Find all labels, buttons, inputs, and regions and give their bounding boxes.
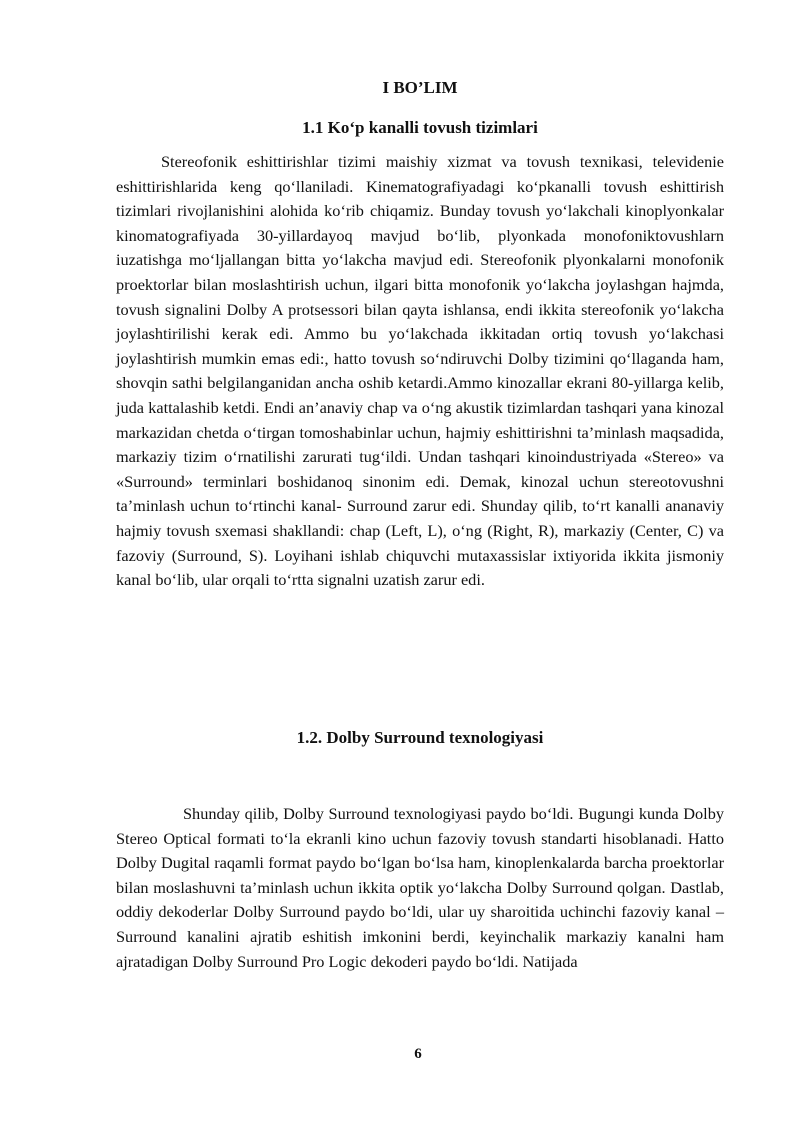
page-number: 6 [414, 1046, 422, 1062]
section-1-1-paragraph: Stereofonik eshittirishlar tizimi maishiy xizmat va tovush texnikasi, televidenie eshittirishlarida keng qo‘llaniladi. Kinematografiyadagi ko‘pkanalli tovush eshittirish tizimlari rivojlanishini alohida ko‘rib chiqamiz. Bunday tovush yo‘lakchali kinoplyonkalar kinomatografiyada 30-yillardayoq mavjud bo‘lib, plyonkada monofoniktovushlarn iuzatishga mo‘ljallangan bitta yo‘lakcha mavjud edi. Stereofonik plyonkalarni monofonik proektorlar bilan moslashtirish uchun, ilgari bitta monofonik yo‘lakcha joylashgan hajmda, tovush signalini Dolby A protsessori bilan qayta ishlansa, endi ikkita stereofonik yo‘lakcha joylashtirilishi kerak edi. Ammo bu yo‘lakchada ikkitadan ortiq tovush yo‘lakchasi joylashtirish mumkin emas edi:, hatto tovush so‘ndiruvchi Dolby tizimini qo‘llaganda ham, shovqin sathi belgilanganidan ancha oshib ketardi.Ammo kinozallar ekrani 80-yillarga kelib, juda kattalashib ketdi. Endi an’anaviy chap va o‘ng akustik tizimlardan tashqari yana kinozal markazidan chetda o‘tirgan tomoshabinlar uchun, hajmiy eshittirishni ta’minlash maqsadida, markaziy tizim o‘rnatilishi zarurati tug‘ildi. Undan tashqari kinoindustriyada «Stereo» va «Surround» terminlari boshidanoq sinonim edi. Demak, kinozal uchun stereotovushni ta’minlash uchun to‘rtinchi kanal- Surround zarur edi. Shunday qilib, to‘rt kanalli ananaviy hajmiy tovush sxemasi shakllandi: chap (Left, L), o‘ng (Right, R), markaziy (Center, C) va fazoviy (Surround, S). Loyihani ishlab chiquvchi mutaxassislar ixtiyorida ikkita jismoniy kanal bo‘lib, ular orqali to‘rtta signalni uzatish zarur edi. [116, 152, 724, 590]
part-title: I BO’LIM [382, 78, 458, 97]
section-title-1-2: 1.2. Dolby Surround texnologiyasi [296, 728, 544, 747]
section-title-1-1: 1.1 Ko‘p kanalli tovush tizimlari [302, 118, 538, 137]
section-1-2-paragraph: Shunday qilib, Dolby Surround texnologiyasi paydo bo‘ldi. Bugungi kunda Dolby Stereo Optical formati to‘la ekranli kino uchun fazoviy tovush standarti hisoblanadi. Hatto Dolby Dugital raqamli format paydo bo‘lgan bo‘lsa ham, kinoplenkalarda barcha proektorlar bilan moslashuvni ta’minlash uchun ikkita optik yo‘lakcha Dolby Surround qolgan. Dastlab, oddiy dekoderlar Dolby Surround paydo bo‘ldi, ular uy sharoitida uchinchi fazoviy kanal – Surround kanalini ajratib eshitish imkonini berdi, keyinchalik markaziy kanalni ham ajratadigan Dolby Surround Pro Logic dekoderi paydo bo‘ldi. Natijada [116, 804, 724, 971]
